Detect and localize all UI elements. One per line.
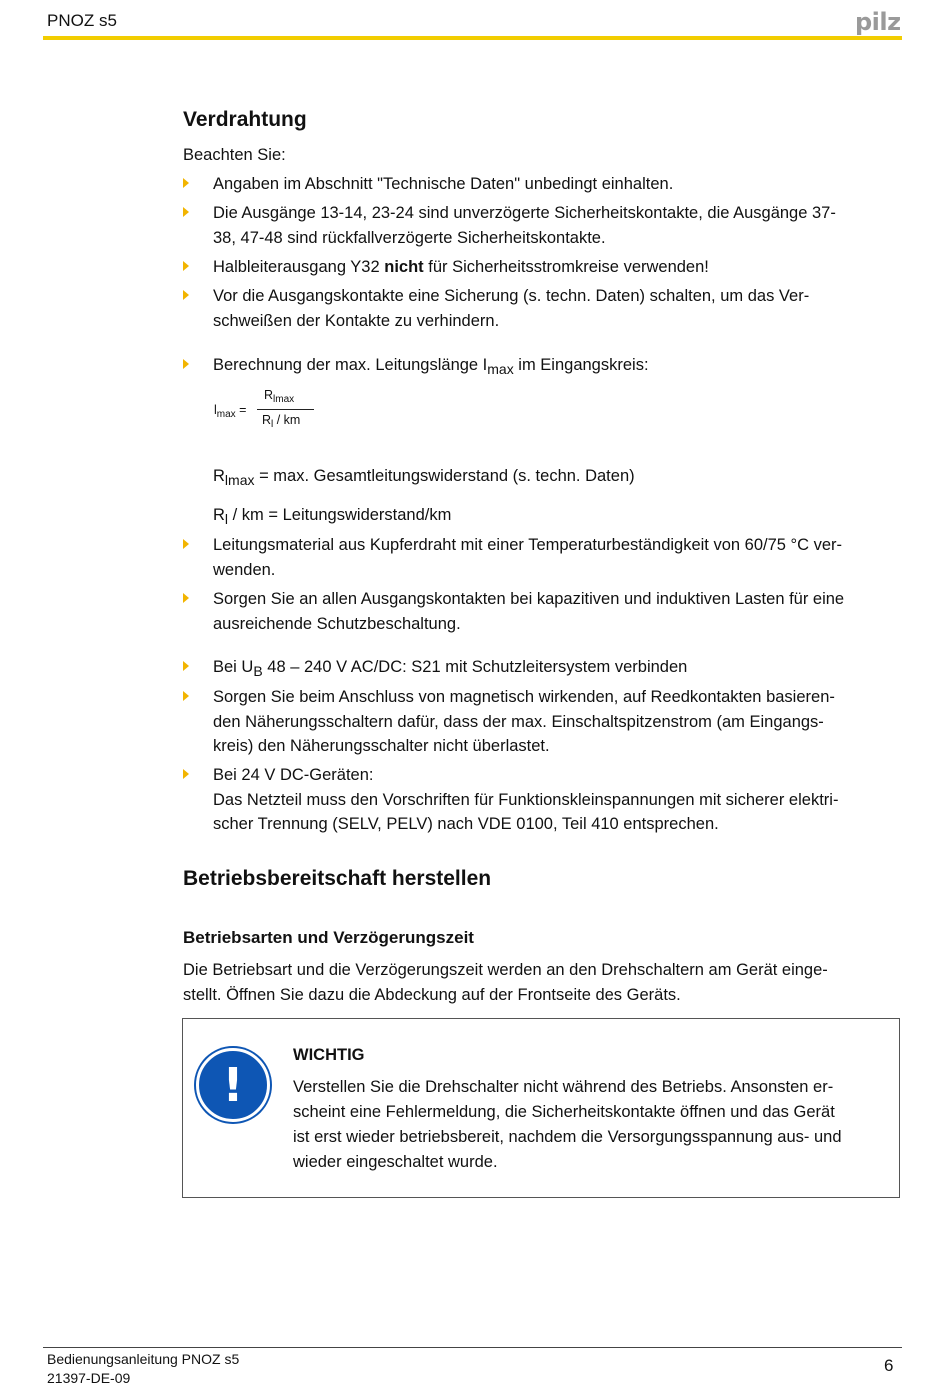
list-item-text: Leitungsmaterial aus Kupferdraht mit einer Temperaturbeständigkeit von 60/75 °C ver-: [213, 536, 843, 554]
exclamation-icon: !: [196, 1048, 270, 1122]
notice-title: WICHTIG: [293, 1046, 365, 1064]
bullet-triangle-icon: [183, 178, 189, 188]
bullet-triangle-icon: [183, 207, 189, 217]
list-item-text: scher Trennung (SELV, PELV) nach VDE 0100, Teil 410 entsprechen.: [213, 815, 719, 833]
bullet-triangle-icon: [183, 359, 189, 369]
list-item-text: 38, 47-48 sind rückfallverzögerte Sicherheitskontakte.: [213, 228, 606, 247]
list-item-text: Sorgen Sie beim Anschluss von magnetisch wirkenden, auf Reedkontakten basieren-: [213, 688, 835, 706]
definition-rl: $R_l$ / km = Leitungswiderstand/km: [213, 506, 452, 527]
list-item-text: kreis) den Näherungsschalter nicht überlastet.: [213, 737, 550, 755]
footer-rule: [43, 1347, 902, 1348]
formula-lmax: [214, 388, 334, 432]
list-item-text: Das Netzteil muss den Vorschriften für Funktionskleinspannungen mit sicherer elektri-: [213, 790, 839, 809]
list-item-text: Sorgen Sie an allen Ausgangskontakten bei kapazitiven und induktiven Lasten für eine: [213, 590, 845, 608]
list-item-text: Halbleiterausgang Y32 nicht für Sicherheitsstromkreise verwenden!: [213, 258, 709, 276]
bullet-triangle-icon: [183, 769, 189, 779]
notice-text: Verstellen Sie die Drehschalter nicht während des Betriebs. Ansonsten er- scheint eine Fehlermeldung, die Sicherheitskontakte öffnen und das Gerät ist erst wieder betriebsbereit, nachdem die Versorgungsspannung aus- und wieder eingeschaltet wurde.: [293, 1078, 842, 1171]
section-title-verdrahtung: Verdrahtung: [183, 108, 307, 131]
fraction-bar: [257, 409, 314, 410]
list-item-text: wenden.: [213, 560, 276, 579]
intro-text: Beachten Sie:: [183, 146, 286, 164]
bullet-triangle-icon: [183, 691, 189, 701]
subsection-title: Betriebsarten und Verzögerungszeit: [183, 928, 474, 947]
formula-lhs: $l_{max}$ =: [214, 403, 247, 420]
footer-doc-title: Bedienungsanleitung PNOZ s5: [47, 1351, 240, 1367]
bullet-triangle-icon: [183, 261, 189, 271]
list-item-text: Angaben im Abschnitt "Technische Daten" unbedingt einhalten.: [213, 175, 674, 193]
footer-doc-number: 21397-DE-09: [47, 1370, 131, 1386]
list-item-text: ausreichende Schutzbeschaltung.: [213, 614, 461, 633]
paragraph: Die Betriebsart und die Verzögerungszeit werden an den Drehschaltern am Gerät einge- stellt. Öffnen Sie dazu die Abdeckung auf der Frontseite des Geräts.: [183, 961, 828, 1004]
bullet-triangle-icon: [183, 593, 189, 603]
bullet-triangle-icon: [183, 661, 189, 671]
formula-denominator: $R_l$ / km: [262, 413, 301, 430]
list-item-text: Vor die Ausgangskontakte eine Sicherung (s. techn. Daten) schalten, um das Ver-: [213, 287, 810, 305]
header-rule: [43, 36, 902, 40]
list-item-text: den Näherungsschaltern dafür, dass der max. Einschaltspitzenstrom (am Eingangs-: [213, 712, 824, 731]
formula-numerator: $R_{lmax}$: [264, 388, 295, 405]
list-item-text: Berechnung der max. Leitungslänge $I_{max}$ im Eingangskreis:: [213, 356, 649, 377]
list-item-text: Bei $U_B$ 48 – 240 V AC/DC: S21 mit Schutzleitersystem verbinden: [213, 658, 688, 679]
pilz-logo: pilz: [855, 8, 901, 36]
bullet-triangle-icon: [183, 539, 189, 549]
list-item-text: schweißen der Kontakte zu verhindern.: [213, 311, 500, 330]
page-number: 6: [884, 1356, 894, 1375]
bullet-triangle-icon: [183, 290, 189, 300]
definition-rlmax: $R_{lmax} = \max$. Gesamtleitungswiderstand (s. techn. Daten): [213, 467, 635, 488]
section-title-betriebsbereitschaft: Betriebsbereitschaft herstellen: [183, 867, 492, 890]
header-title: PNOZ s5: [47, 11, 117, 30]
list-item-text: Die Ausgänge 13-14, 23-24 sind unverzögerte Sicherheitskontakte, die Ausgänge 37-: [213, 204, 836, 222]
list-item-text: Bei 24 V DC-Geräten:: [213, 766, 374, 784]
